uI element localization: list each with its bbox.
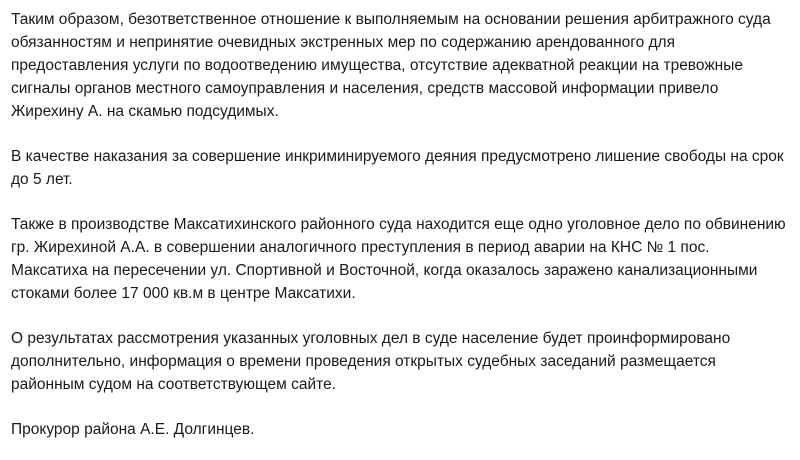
paragraph-penalty: В качестве наказания за совершение инкриминируемого деяния предусмотрено лишение свободы на срок до 5 лет. (11, 148, 784, 188)
paragraph-conclusion: Таким образом, безответственное отношение к выполняемым на основании решения арбитражного суда обязанностям и непринятие очевидных экстренных мер по содержанию арендованного для предоставления услуги по водоотведению имущества, отсутствие адекватной реакции на тревожные сигналы органов местного самоуправления и населения, средств массовой информации привело Жирехину А. на скамью подсудимых. (11, 11, 771, 120)
signature-line: Прокурор района А.Е. Долгинцев. (11, 421, 255, 438)
paragraph-second-case: Также в производстве Максатихинского районного суда находится еще одно уголовное дело по обвинению гр. Жирехиной А.А. в совершении аналогичного преступления в период аварии на КНС № 1 пос. Максатиха на пересечении ул. Спортивной и Восточной, когда оказалось заражено канализационными стоками более 17 000 кв.м в центре Максатихи. (11, 216, 786, 302)
paragraph-notice: О результатах рассмотрения указанных уголовных дел в суде население будет проинформировано дополнительно, информация о времени проведения открытых судебных заседаний размещается районным судом на соответствующем сайте. (11, 330, 731, 393)
